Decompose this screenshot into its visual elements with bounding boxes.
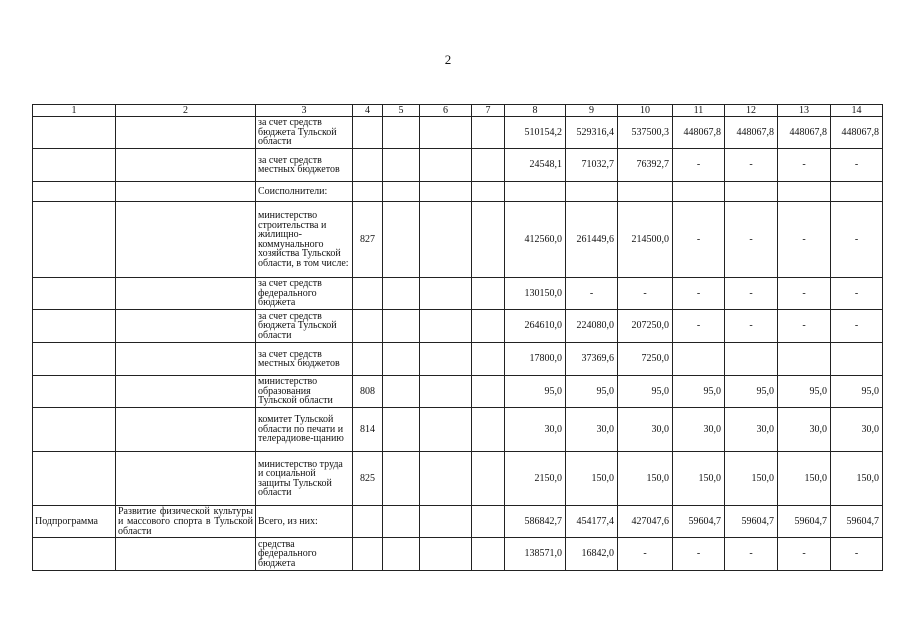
agency-code-cell: 814 bbox=[353, 408, 383, 452]
value-cell: 150,0 bbox=[566, 452, 618, 506]
value-cell: - bbox=[831, 278, 883, 310]
program-name-cell bbox=[116, 408, 256, 452]
value-cell: 264610,0 bbox=[505, 310, 566, 343]
table-body bbox=[33, 117, 883, 571]
value-cell: - bbox=[831, 149, 883, 182]
empty-cell bbox=[472, 506, 505, 538]
value-cell: 30,0 bbox=[618, 408, 673, 452]
value-cell bbox=[831, 182, 883, 202]
table-row bbox=[33, 376, 883, 408]
empty-cell bbox=[383, 117, 420, 149]
value-cell: 224080,0 bbox=[566, 310, 618, 343]
empty-cell bbox=[383, 310, 420, 343]
empty-cell bbox=[472, 408, 505, 452]
value-cell: 448067,8 bbox=[725, 117, 778, 149]
value-cell: 537500,3 bbox=[618, 117, 673, 149]
funding-source-cell: министерство образования Тульской области bbox=[256, 376, 353, 408]
agency-code-cell bbox=[353, 182, 383, 202]
table-row bbox=[33, 310, 883, 343]
value-cell: - bbox=[831, 310, 883, 343]
value-cell: - bbox=[778, 202, 831, 278]
value-cell: - bbox=[778, 310, 831, 343]
program-type-cell bbox=[33, 408, 116, 452]
col-header: 9 bbox=[566, 105, 618, 117]
value-cell: - bbox=[778, 538, 831, 571]
program-type-cell bbox=[33, 310, 116, 343]
empty-cell bbox=[420, 149, 472, 182]
empty-cell bbox=[383, 149, 420, 182]
empty-cell bbox=[383, 202, 420, 278]
col-header: 3 bbox=[256, 105, 353, 117]
program-type-cell bbox=[33, 343, 116, 376]
value-cell: 30,0 bbox=[725, 408, 778, 452]
table-row bbox=[33, 278, 883, 310]
program-name-cell bbox=[116, 149, 256, 182]
empty-cell bbox=[420, 182, 472, 202]
agency-code-cell bbox=[353, 278, 383, 310]
empty-cell bbox=[472, 310, 505, 343]
value-cell: 59604,7 bbox=[725, 506, 778, 538]
value-cell bbox=[505, 182, 566, 202]
value-cell: - bbox=[725, 202, 778, 278]
empty-cell bbox=[420, 202, 472, 278]
empty-cell bbox=[420, 343, 472, 376]
value-cell: 510154,2 bbox=[505, 117, 566, 149]
value-cell: 59604,7 bbox=[831, 506, 883, 538]
funding-source-cell: за счет средств бюджета Тульской области bbox=[256, 310, 353, 343]
empty-cell bbox=[472, 343, 505, 376]
empty-cell bbox=[383, 538, 420, 571]
col-header: 6 bbox=[420, 105, 472, 117]
value-cell: 529316,4 bbox=[566, 117, 618, 149]
value-cell: 130150,0 bbox=[505, 278, 566, 310]
empty-cell bbox=[383, 376, 420, 408]
value-cell: 412560,0 bbox=[505, 202, 566, 278]
col-header: 10 bbox=[618, 105, 673, 117]
value-cell: 95,0 bbox=[505, 376, 566, 408]
value-cell: - bbox=[778, 149, 831, 182]
program-type-cell bbox=[33, 182, 116, 202]
empty-cell bbox=[472, 149, 505, 182]
value-cell: - bbox=[725, 310, 778, 343]
value-cell: 427047,6 bbox=[618, 506, 673, 538]
funding-source-cell: за счет средств местных бюджетов bbox=[256, 149, 353, 182]
empty-cell bbox=[472, 278, 505, 310]
funding-source-cell: средства федерального бюджета bbox=[256, 538, 353, 571]
value-cell: 71032,7 bbox=[566, 149, 618, 182]
value-cell: 30,0 bbox=[831, 408, 883, 452]
value-cell: 150,0 bbox=[673, 452, 725, 506]
table-row bbox=[33, 117, 883, 149]
col-header: 12 bbox=[725, 105, 778, 117]
program-name-cell bbox=[116, 182, 256, 202]
value-cell: 586842,7 bbox=[505, 506, 566, 538]
program-name-cell: Развитие физической культуры и массового спорта в Тульской области bbox=[116, 506, 256, 538]
empty-cell bbox=[420, 506, 472, 538]
funding-source-cell: Всего, из них: bbox=[256, 506, 353, 538]
value-cell bbox=[778, 182, 831, 202]
empty-cell bbox=[472, 202, 505, 278]
value-cell: - bbox=[725, 149, 778, 182]
program-type-cell bbox=[33, 278, 116, 310]
value-cell: - bbox=[618, 278, 673, 310]
agency-code-cell bbox=[353, 343, 383, 376]
empty-cell bbox=[420, 117, 472, 149]
value-cell: - bbox=[673, 278, 725, 310]
value-cell bbox=[673, 343, 725, 376]
value-cell: 95,0 bbox=[778, 376, 831, 408]
empty-cell bbox=[472, 117, 505, 149]
value-cell: 207250,0 bbox=[618, 310, 673, 343]
value-cell: 30,0 bbox=[505, 408, 566, 452]
agency-code-cell: 827 bbox=[353, 202, 383, 278]
empty-cell bbox=[472, 538, 505, 571]
program-name-cell bbox=[116, 117, 256, 149]
empty-cell bbox=[420, 452, 472, 506]
value-cell: - bbox=[831, 202, 883, 278]
value-cell bbox=[618, 182, 673, 202]
value-cell bbox=[778, 343, 831, 376]
value-cell: 448067,8 bbox=[673, 117, 725, 149]
value-cell: - bbox=[778, 278, 831, 310]
col-header: 7 bbox=[472, 105, 505, 117]
program-type-cell bbox=[33, 376, 116, 408]
table-row bbox=[33, 506, 883, 538]
empty-cell bbox=[472, 376, 505, 408]
value-cell: - bbox=[673, 310, 725, 343]
program-name-cell bbox=[116, 310, 256, 343]
program-type-cell bbox=[33, 538, 116, 571]
col-header: 5 bbox=[383, 105, 420, 117]
value-cell bbox=[831, 343, 883, 376]
agency-code-cell: 825 bbox=[353, 452, 383, 506]
value-cell: 59604,7 bbox=[778, 506, 831, 538]
value-cell: 448067,8 bbox=[778, 117, 831, 149]
program-name-cell bbox=[116, 202, 256, 278]
table-row bbox=[33, 538, 883, 571]
agency-code-cell bbox=[353, 310, 383, 343]
value-cell: - bbox=[831, 538, 883, 571]
funding-source-cell: Соисполнители: bbox=[256, 182, 353, 202]
funding-source-cell: комитет Тульской области по печати и телерадиове-щанию bbox=[256, 408, 353, 452]
agency-code-cell bbox=[353, 117, 383, 149]
funding-source-cell: за счет средств федерального бюджета bbox=[256, 278, 353, 310]
col-header: 8 bbox=[505, 105, 566, 117]
table-row bbox=[33, 149, 883, 182]
empty-cell bbox=[420, 376, 472, 408]
empty-cell bbox=[383, 182, 420, 202]
empty-cell bbox=[383, 278, 420, 310]
value-cell: 138571,0 bbox=[505, 538, 566, 571]
empty-cell bbox=[383, 506, 420, 538]
value-cell: 95,0 bbox=[566, 376, 618, 408]
funding-source-cell: министерство труда и социальной защиты Тульской области bbox=[256, 452, 353, 506]
table-row bbox=[33, 343, 883, 376]
value-cell: - bbox=[566, 278, 618, 310]
value-cell: 76392,7 bbox=[618, 149, 673, 182]
value-cell: - bbox=[725, 278, 778, 310]
program-type-cell: Подпрограмма bbox=[33, 506, 116, 538]
funding-source-cell: министерство строительства и жилищно-коммунального хозяйства Тульской области, в том числе: bbox=[256, 202, 353, 278]
value-cell: - bbox=[673, 538, 725, 571]
empty-cell bbox=[383, 343, 420, 376]
table-row bbox=[33, 202, 883, 278]
value-cell: 17800,0 bbox=[505, 343, 566, 376]
value-cell: 7250,0 bbox=[618, 343, 673, 376]
value-cell: - bbox=[673, 202, 725, 278]
value-cell: 214500,0 bbox=[618, 202, 673, 278]
empty-cell bbox=[383, 408, 420, 452]
empty-cell bbox=[420, 538, 472, 571]
funding-source-cell: за счет средств бюджета Тульской области bbox=[256, 117, 353, 149]
col-header: 11 bbox=[673, 105, 725, 117]
budget-table bbox=[32, 104, 883, 571]
value-cell: 95,0 bbox=[673, 376, 725, 408]
program-name-cell bbox=[116, 452, 256, 506]
program-name-cell bbox=[116, 538, 256, 571]
program-type-cell bbox=[33, 117, 116, 149]
program-name-cell bbox=[116, 376, 256, 408]
table-row bbox=[33, 408, 883, 452]
value-cell: 150,0 bbox=[778, 452, 831, 506]
value-cell bbox=[673, 182, 725, 202]
empty-cell bbox=[472, 452, 505, 506]
value-cell bbox=[725, 182, 778, 202]
table-row bbox=[33, 452, 883, 506]
empty-cell bbox=[472, 182, 505, 202]
value-cell: 30,0 bbox=[778, 408, 831, 452]
value-cell: 448067,8 bbox=[831, 117, 883, 149]
value-cell bbox=[566, 182, 618, 202]
value-cell: 95,0 bbox=[618, 376, 673, 408]
header-row bbox=[33, 105, 883, 117]
program-name-cell bbox=[116, 343, 256, 376]
program-type-cell bbox=[33, 202, 116, 278]
empty-cell bbox=[383, 452, 420, 506]
value-cell bbox=[725, 343, 778, 376]
value-cell: 95,0 bbox=[725, 376, 778, 408]
agency-code-cell: 808 bbox=[353, 376, 383, 408]
empty-cell bbox=[420, 310, 472, 343]
value-cell: 150,0 bbox=[831, 452, 883, 506]
value-cell: 37369,6 bbox=[566, 343, 618, 376]
value-cell: 2150,0 bbox=[505, 452, 566, 506]
value-cell: 30,0 bbox=[673, 408, 725, 452]
funding-source-cell: за счет средств местных бюджетов bbox=[256, 343, 353, 376]
col-header: 14 bbox=[831, 105, 883, 117]
col-header: 2 bbox=[116, 105, 256, 117]
program-type-cell bbox=[33, 452, 116, 506]
page-number: 2 bbox=[444, 52, 452, 67]
table-row bbox=[33, 182, 883, 202]
program-name-cell bbox=[116, 278, 256, 310]
value-cell: 150,0 bbox=[618, 452, 673, 506]
value-cell: - bbox=[725, 538, 778, 571]
agency-code-cell bbox=[353, 538, 383, 571]
empty-cell bbox=[420, 408, 472, 452]
value-cell: 24548,1 bbox=[505, 149, 566, 182]
empty-cell bbox=[420, 278, 472, 310]
agency-code-cell bbox=[353, 149, 383, 182]
value-cell: 150,0 bbox=[725, 452, 778, 506]
col-header: 13 bbox=[778, 105, 831, 117]
value-cell: 59604,7 bbox=[673, 506, 725, 538]
col-header: 4 bbox=[353, 105, 383, 117]
value-cell: 454177,4 bbox=[566, 506, 618, 538]
value-cell: - bbox=[673, 149, 725, 182]
program-type-cell bbox=[33, 149, 116, 182]
agency-code-cell bbox=[353, 506, 383, 538]
value-cell: - bbox=[618, 538, 673, 571]
value-cell: 30,0 bbox=[566, 408, 618, 452]
col-header: 1 bbox=[33, 105, 116, 117]
value-cell: 261449,6 bbox=[566, 202, 618, 278]
value-cell: 16842,0 bbox=[566, 538, 618, 571]
value-cell: 95,0 bbox=[831, 376, 883, 408]
